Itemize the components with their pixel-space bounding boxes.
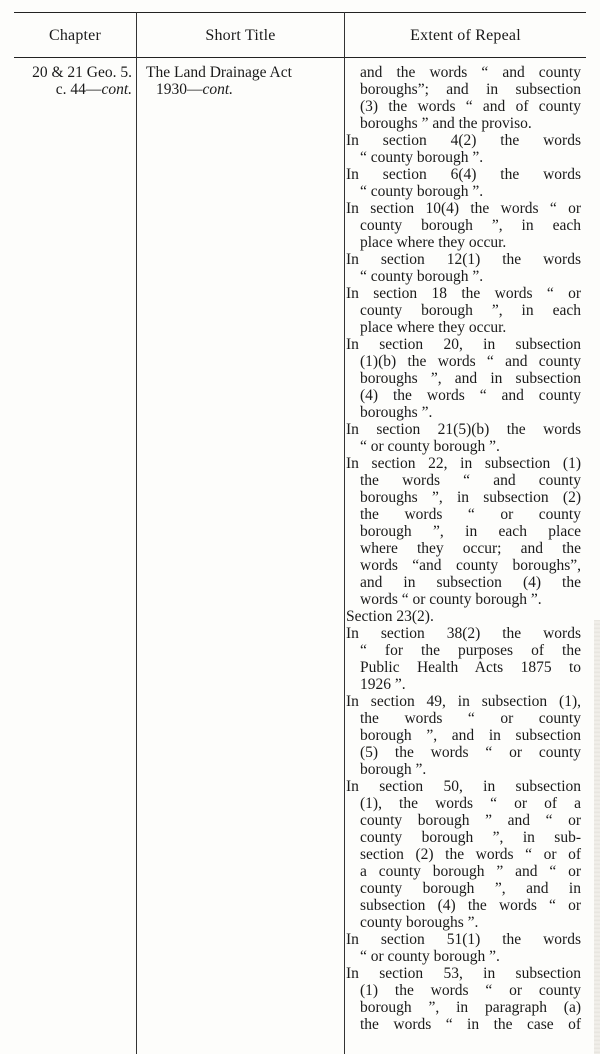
extent-line: place where they occur. <box>360 319 507 336</box>
table-top-rule <box>14 12 586 13</box>
extent-line: borough ”, in paragraph (a) <box>360 999 581 1016</box>
extent-line: In section 20, in subsection <box>346 336 581 353</box>
extent-line: and in subsection (4) the <box>360 574 581 591</box>
extent-line: Section 23(2). <box>346 608 434 625</box>
extent-line: (1), the words “ or of a <box>360 795 581 812</box>
short-title-cell <box>146 64 342 98</box>
extent-line: Public Health Acts 1875 to <box>360 659 581 676</box>
scan-edge-shadow <box>594 620 600 1054</box>
extent-line: (4) the words “ and county <box>360 387 581 404</box>
column-divider-1 <box>136 12 137 1054</box>
extent-of-repeal-cell <box>346 64 581 1033</box>
extent-line: “ or county borough ”. <box>360 438 500 455</box>
extent-line: In section 21(5)(b) the words <box>346 421 581 438</box>
column-divider-2 <box>344 12 345 1054</box>
extent-line: In section 51(1) the words <box>346 931 581 948</box>
extent-line: where they occur; and the <box>360 540 581 557</box>
extent-line: county borough ”, in sub- <box>360 829 581 846</box>
extent-line: county borough ”, in each <box>360 217 581 234</box>
extent-line: “ county borough ”. <box>360 149 484 166</box>
extent-line: the words “ or county <box>360 506 581 523</box>
extent-line: borough ”, in each place <box>360 523 581 540</box>
extent-line: section (2) the words “ or of <box>360 846 581 863</box>
extent-line: (3) the words “ and of county <box>360 98 581 115</box>
extent-line: In section 38(2) the words <box>346 625 581 642</box>
chapter-cell <box>14 64 132 98</box>
extent-line: In section 6(4) the words <box>346 166 581 183</box>
extent-line: boroughs ” and the proviso. <box>360 115 532 132</box>
extent-line: “ county borough ”. <box>360 183 484 200</box>
extent-line: the words “ and county <box>360 472 581 489</box>
extent-line: In section 18 the words “ or <box>346 285 581 302</box>
extent-line: words “ or county borough ”. <box>360 591 542 608</box>
header-chapter: Chapter <box>48 27 102 44</box>
short-title-line-2: 1930—cont. <box>156 81 234 98</box>
extent-line: In section 53, in subsection <box>346 965 581 982</box>
extent-line: (5) the words “ or county <box>360 744 581 761</box>
chapter-line-2: c. 44—cont. <box>55 81 132 98</box>
extent-line: In section 4(2) the words <box>346 132 581 149</box>
extent-line: 1926 ”. <box>360 676 406 693</box>
extent-line: In section 12(1) the words <box>346 251 581 268</box>
extent-line: boroughs ”, in subsection (2) <box>360 489 581 506</box>
extent-line: a county borough ” and “ or <box>360 863 581 880</box>
chapter-line-1: 20 & 21 Geo. 5. <box>32 64 132 81</box>
extent-line: and the words “ and county <box>360 64 581 81</box>
extent-line: boroughs”; and in subsection <box>360 81 581 98</box>
extent-line: county borough ” and “ or <box>360 812 581 829</box>
extent-line: (1)(b) the words “ and county <box>360 353 581 370</box>
extent-line: the words “ or county <box>360 710 581 727</box>
extent-line: county borough ”, and in <box>360 880 581 897</box>
extent-line: county borough ”, in each <box>360 302 581 319</box>
extent-line: subsection (4) the words “ or <box>360 897 581 914</box>
header-extent-of-repeal: Extent of Repeal <box>410 27 521 44</box>
extent-line: In section 22, in subsection (1) <box>346 455 581 472</box>
extent-line: (1) the words “ or county <box>360 982 581 999</box>
extent-line: county boroughs ”. <box>360 914 479 931</box>
extent-line: “ for the purposes of the <box>360 642 581 659</box>
table-header-rule <box>14 57 586 58</box>
extent-line: In section 50, in subsection <box>346 778 581 795</box>
extent-line: borough ”. <box>360 761 427 778</box>
extent-line: “ or county borough ”. <box>360 948 500 965</box>
extent-line: boroughs ”, and in subsection <box>360 370 581 387</box>
extent-line: In section 49, in subsection (1), <box>346 693 581 710</box>
extent-line: “ county borough ”. <box>360 268 484 285</box>
extent-line: the words “ in the case of <box>360 1016 581 1033</box>
extent-line: borough ”, and in subsection <box>360 727 581 744</box>
short-title-line-1: The Land Drainage Act <box>146 64 292 81</box>
header-short-title: Short Title <box>205 27 276 44</box>
extent-line: boroughs ”. <box>360 404 433 421</box>
extent-line: words “and county boroughs”, <box>360 557 581 574</box>
extent-line: In section 10(4) the words “ or <box>346 200 581 217</box>
extent-line: place where they occur. <box>360 234 507 251</box>
